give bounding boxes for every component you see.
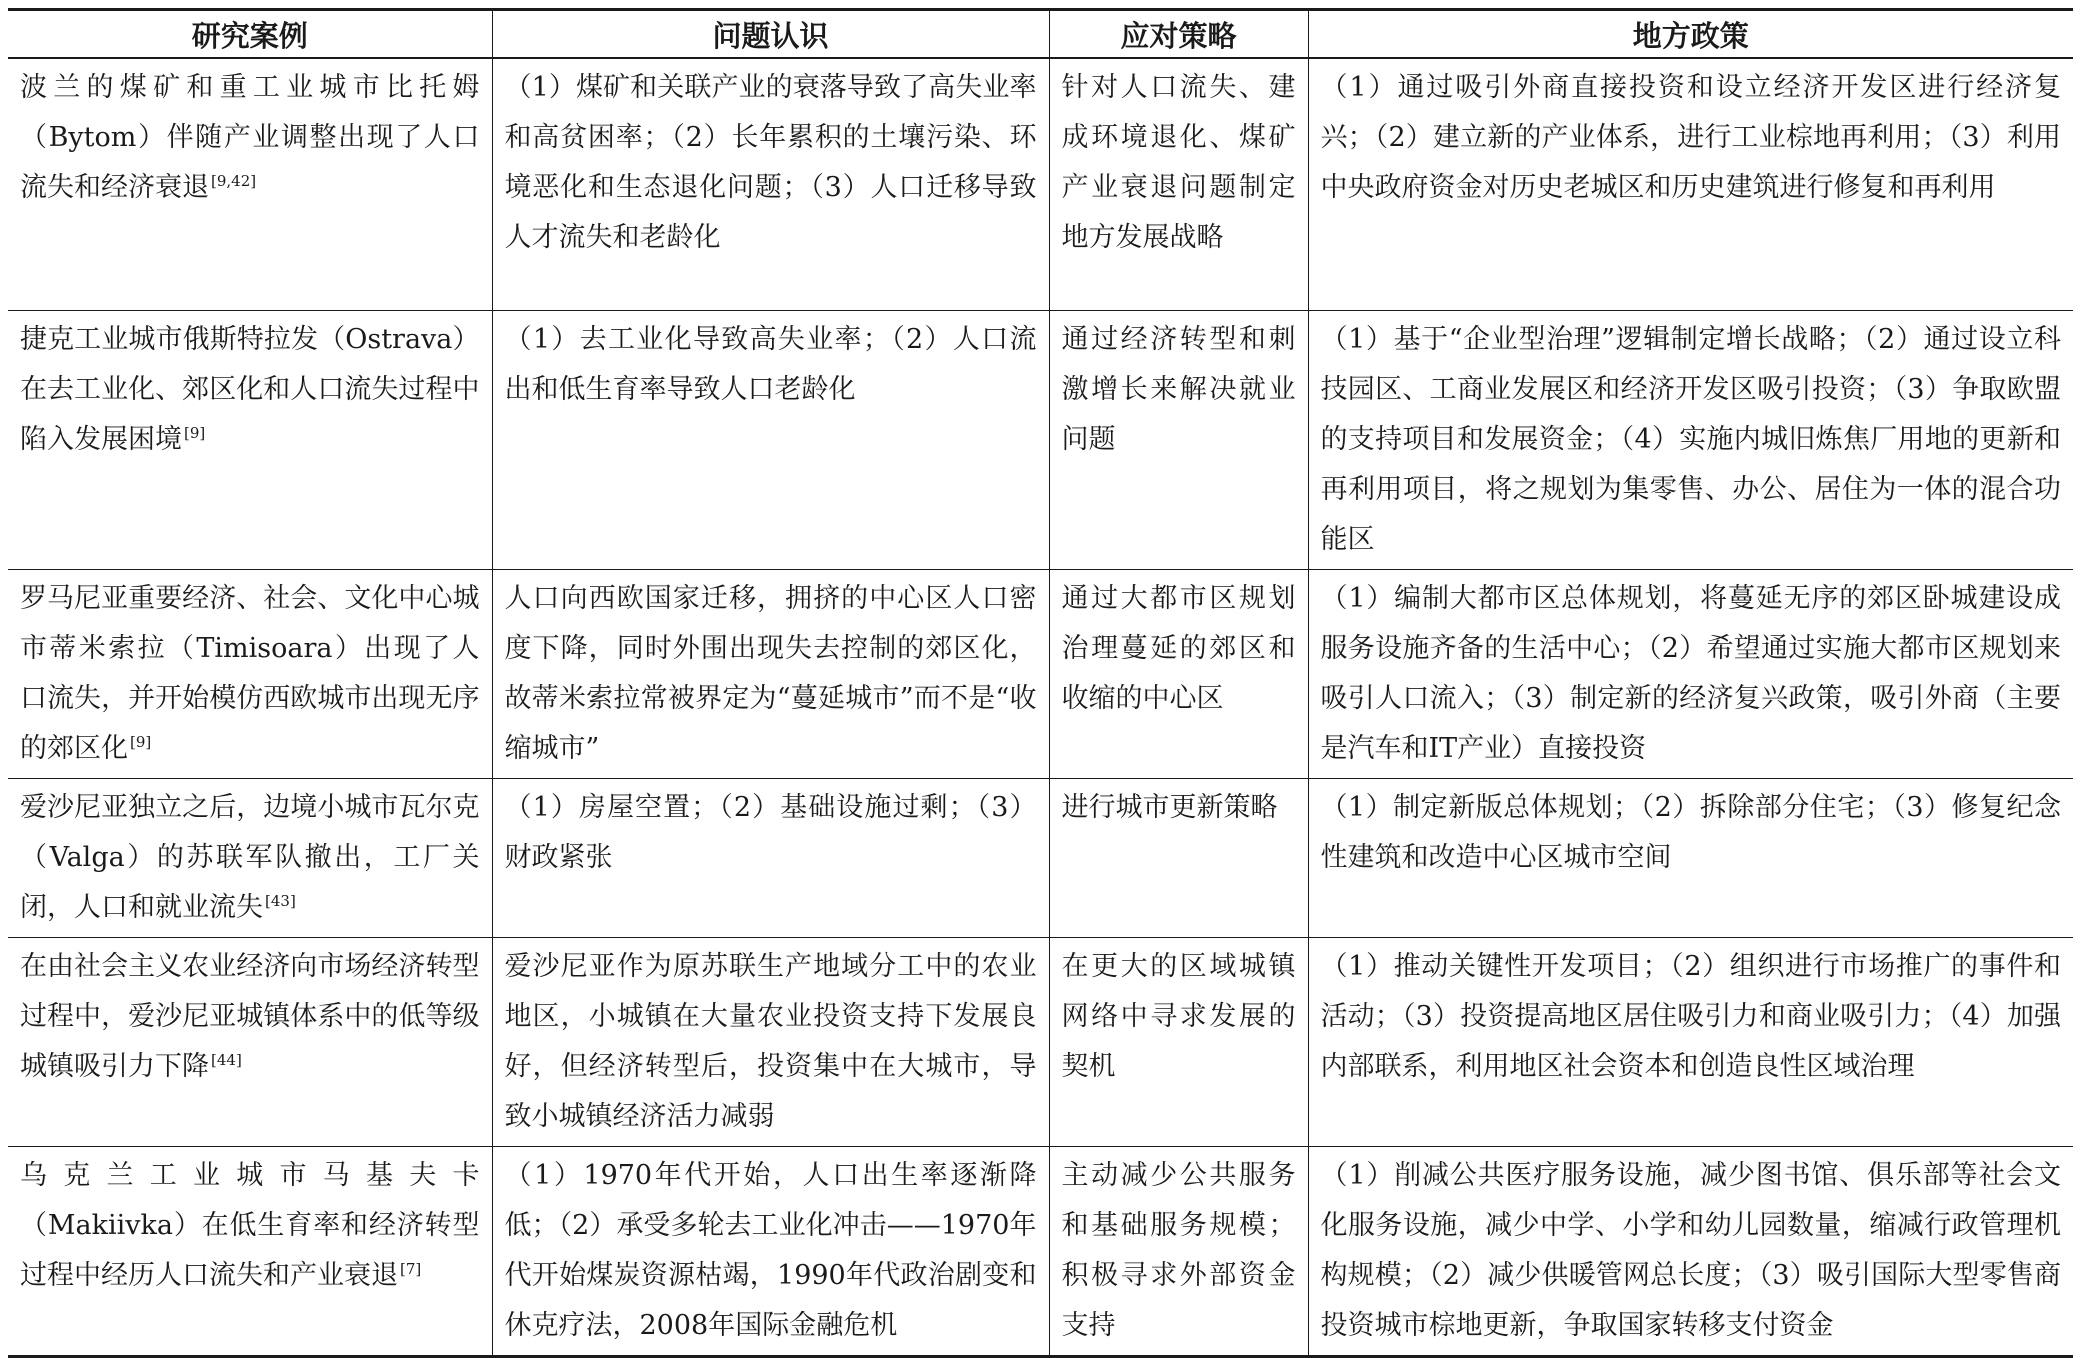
problem-cell: （1）去工业化导致高失业率；（2）人口流出和低生育率导致人口老龄化 xyxy=(492,310,1049,569)
policy-cell: （1）削减公共医疗服务设施，减少图书馆、俱乐部等社会文化服务设施，减少中学、小学和幼儿园数量，缩减行政管理机构规模；（2）减少供暖管网总长度；（3）吸引国际大型零售商投资城市棕地更新，争取国家转移支付资金 xyxy=(1308,1146,2073,1356)
case-cell xyxy=(8,778,492,937)
case-text: 乌克兰工业城市马基夫卡（Makiivka）在低生育率和经济转型过程中经历人口流失和产业衰退 xyxy=(20,1159,480,1291)
case-cell xyxy=(8,310,492,569)
table-row xyxy=(8,569,2073,778)
case-text: 罗马尼亚重要经济、社会、文化中心城市蒂米索拉（Timisoara）出现了人口流失，并开始模仿西欧城市出现无序的郊区化 xyxy=(20,582,480,764)
header-case: 研究案例 xyxy=(8,10,492,59)
case-cell xyxy=(8,569,492,778)
header-strategy: 应对策略 xyxy=(1049,10,1308,59)
strategy-cell: 针对人口流失、建成环境退化、煤矿产业衰退问题制定地方发展战略 xyxy=(1049,58,1308,310)
policy-cell: （1）编制大都市区总体规划，将蔓延无序的郊区卧城建设成服务设施齐备的生活中心；（2）希望通过实施大都市区规划来吸引人口流入；（3）制定新的经济复兴政策，吸引外商（主要是汽车和IT产业）直接投资 xyxy=(1308,569,2073,778)
problem-cell: （1）煤矿和关联产业的衰落导致了高失业率和高贫困率；（2）长年累积的土壤污染、环境恶化和生态退化问题；（3）人口迁移导致人才流失和老龄化 xyxy=(492,58,1049,310)
header-problem: 问题认识 xyxy=(492,10,1049,59)
reference-marker: [44] xyxy=(211,1050,242,1069)
policy-cell: （1）基于“企业型治理”逻辑制定增长战略；（2）通过设立科技园区、工商业发展区和经济开发区吸引投资；（3）争取欧盟的支持项目和发展资金；（4）实施内城旧炼焦厂用地的更新和再利用项目，将之规划为集零售、办公、居住为一体的混合功能区 xyxy=(1308,310,2073,569)
case-cell xyxy=(8,1146,492,1356)
table-row xyxy=(8,58,2073,310)
policy-table-container xyxy=(8,8,2073,1358)
case-text: 波兰的煤矿和重工业城市比托姆（Bytom）伴随产业调整出现了人口流失和经济衰退 xyxy=(20,72,480,203)
problem-cell: 人口向西欧国家迁移，拥挤的中心区人口密度下降，同时外围出现失去控制的郊区化，故蒂米索拉常被界定为“蔓延城市”而不是“收缩城市” xyxy=(492,569,1049,778)
reference-marker: [9] xyxy=(130,732,152,751)
shrinking-city-cases-table xyxy=(8,8,2073,1358)
problem-cell: 爱沙尼亚作为原苏联生产地域分工中的农业地区，小城镇在大量农业投资支持下发展良好，但经济转型后，投资集中在大城市，导致小城镇经济活力减弱 xyxy=(492,937,1049,1146)
header-policy: 地方政策 xyxy=(1308,10,2073,59)
reference-marker: [43] xyxy=(265,891,296,910)
table-row xyxy=(8,778,2073,937)
table-row xyxy=(8,937,2073,1146)
problem-cell: （1）房屋空置；（2）基础设施过剩；（3）财政紧张 xyxy=(492,778,1049,937)
table-row xyxy=(8,310,2073,569)
reference-marker: [7] xyxy=(400,1259,422,1278)
problem-cell: （1）1970年代开始，人口出生率逐渐降低；（2）承受多轮去工业化冲击——1970年代开始煤炭资源枯竭，1990年代政治剧变和休克疗法，2008年国际金融危机 xyxy=(492,1146,1049,1356)
case-cell xyxy=(8,937,492,1146)
case-text: 在由社会主义农业经济向市场经济转型过程中，爱沙尼亚城镇体系中的低等级城镇吸引力下降 xyxy=(20,950,480,1082)
case-cell xyxy=(8,58,492,310)
policy-cell: （1）通过吸引外商直接投资和设立经济开发区进行经济复兴；（2）建立新的产业体系，进行工业棕地再利用；（3）利用中央政府资金对历史老城区和历史建筑进行修复和再利用 xyxy=(1308,58,2073,310)
reference-marker: [9] xyxy=(184,423,206,442)
strategy-cell: 通过大都市区规划治理蔓延的郊区和收缩的中心区 xyxy=(1049,569,1308,778)
header-row xyxy=(8,10,2073,59)
policy-cell: （1）制定新版总体规划；（2）拆除部分住宅；（3）修复纪念性建筑和改造中心区城市空间 xyxy=(1308,778,2073,937)
policy-cell: （1）推动关键性开发项目；（2）组织进行市场推广的事件和活动；（3）投资提高地区居住吸引力和商业吸引力；（4）加强内部联系，利用地区社会资本和创造良性区域治理 xyxy=(1308,937,2073,1146)
case-text: 爱沙尼亚独立之后，边境小城市瓦尔克（Valga）的苏联军队撤出，工厂关闭，人口和就业流失 xyxy=(20,791,480,923)
case-text: 捷克工业城市俄斯特拉发（Ostrava）在去工业化、郊区化和人口流失过程中陷入发展困境 xyxy=(20,323,480,455)
strategy-cell: 主动减少公共服务和基础服务规模；积极寻求外部资金支持 xyxy=(1049,1146,1308,1356)
strategy-cell: 通过经济转型和刺激增长来解决就业问题 xyxy=(1049,310,1308,569)
strategy-cell: 进行城市更新策略 xyxy=(1049,778,1308,937)
reference-marker: [9,42] xyxy=(211,172,257,190)
table-row xyxy=(8,1146,2073,1356)
strategy-cell: 在更大的区域城镇网络中寻求发展的契机 xyxy=(1049,937,1308,1146)
